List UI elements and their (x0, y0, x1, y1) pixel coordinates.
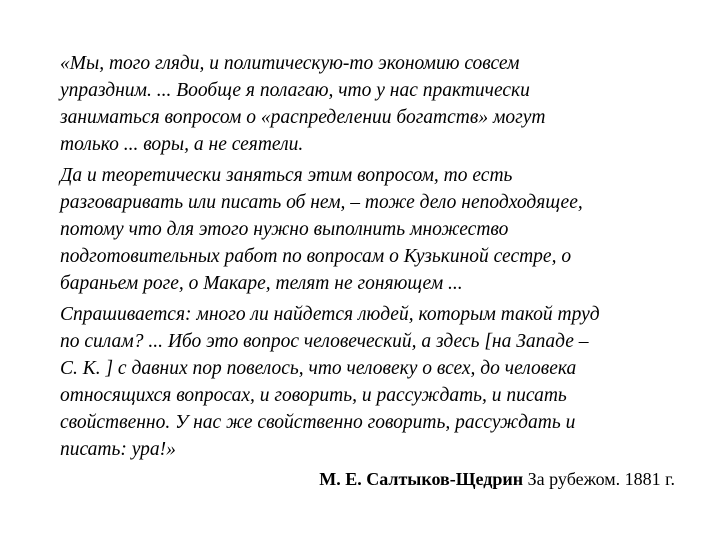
quote-line: писать: ура!» (60, 439, 176, 460)
attribution (319, 467, 675, 491)
work-title: За рубежом. 1881 г. (527, 469, 675, 489)
quote-paragraph-2 (60, 162, 680, 297)
quote-line: только ... воры, а не сеятели. (60, 134, 304, 155)
author-name: М. Е. Салтыков-Щедрин (319, 469, 524, 489)
quote-line: по силам? ... Ибо это вопрос человеческий, а здесь [на Западе – (60, 331, 589, 352)
quote-line: бараньем роге, о Макаре, телят не гоняющем ... (60, 273, 463, 294)
quote-line: свойственно. У нас же свойственно говорить, рассуждать и (60, 412, 576, 433)
quote-block (60, 50, 680, 467)
quote-line: Спрашивается: много ли найдется людей, которым такой труд (60, 304, 600, 325)
quote-line: заниматься вопросом о «распределении богатств» могут (60, 107, 546, 128)
quote-line: подготовительных работ по вопросам о Кузькиной сестре, о (60, 246, 572, 267)
quote-line: Да и теоретически заняться этим вопросом, то есть (60, 165, 513, 186)
quote-line: разговаривать или писать об нем, – тоже дело неподходящее, (60, 192, 583, 213)
quote-line: потому что для этого нужно выполнить множество (60, 219, 509, 240)
quote-line: «Мы, того гляди, и политическую-то экономию совсем (60, 53, 520, 74)
quote-line: упраздним. ... Вообще я полагаю, что у нас практически (60, 80, 530, 101)
quote-paragraph-3 (60, 301, 680, 463)
quote-line: относящихся вопросах, и говорить, и рассуждать, и писать (60, 385, 567, 406)
quote-line: С. К. ] с давних пор повелось, что человеку о всех, до человека (60, 358, 577, 379)
quote-paragraph-1 (60, 50, 680, 158)
